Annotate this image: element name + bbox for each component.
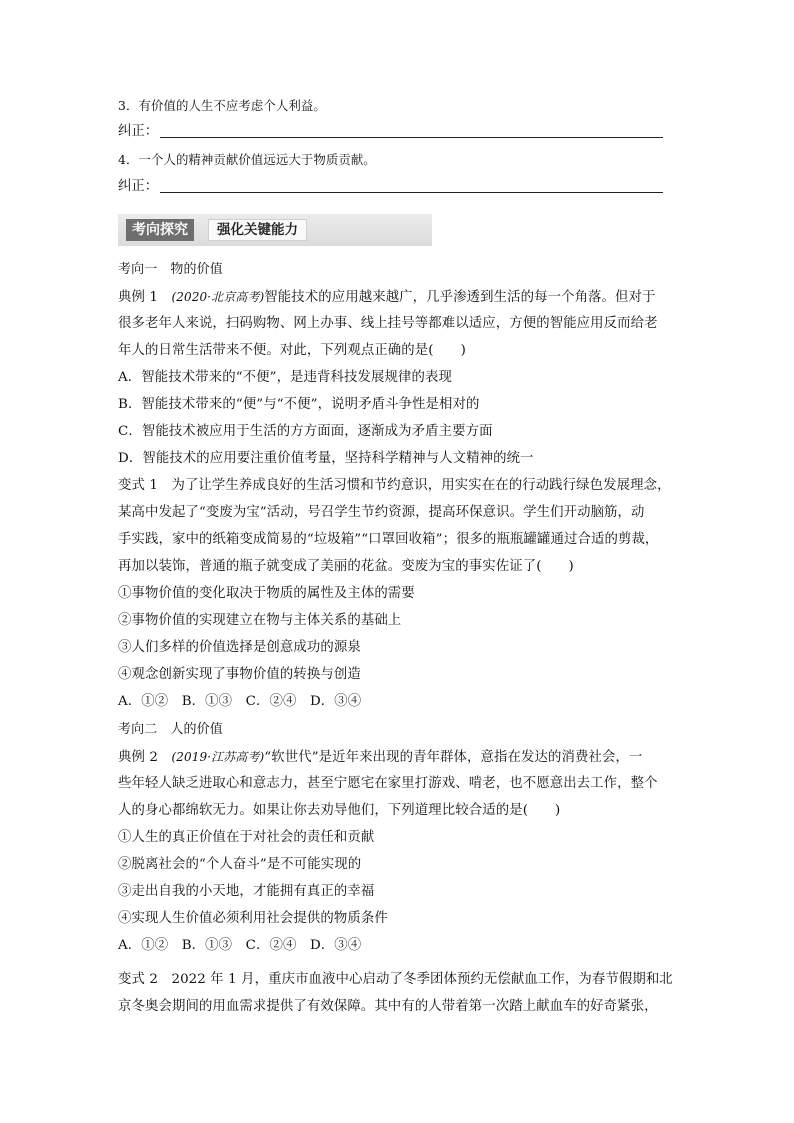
example-2-line: 些年轻人缺乏进取心和意志力，甚至宁愿宅在家里打游戏、啃老，也不愿意出去工作，整个: [118, 776, 658, 791]
error-item-3: 3．有价值的人生不应考虑个人利益。: [118, 98, 326, 113]
example-1-line: 很多老年人来说，扫码购物、网上办事、线上挂号等都难以适应，方便的智能应用反而给老: [118, 316, 658, 331]
direction-1-heading: 考向一 物的价值: [118, 262, 223, 277]
variant-2-line: 京冬奥会期间的用血需求提供了有效保障。其中有的人带着第一次踏上献血车的好奇紧张，: [118, 999, 658, 1014]
example-2-label: 典例 2: [118, 750, 172, 765]
statement-2: ②脱离社会的“个人奋斗”是不可能实现的: [118, 857, 362, 872]
error-item-4: 4．一个人的精神贡献价值远远大于物质贡献。: [118, 152, 376, 167]
example-2-source: (2019·江苏高考): [171, 750, 265, 764]
statement-3: ③走出自我的小天地，才能拥有真正的幸福: [118, 884, 375, 899]
option-c: C．智能技术被应用于生活的方方面面，逐渐成为矛盾主要方面: [118, 424, 493, 439]
example-1-line: 年人的日常生活带来不便。对此，下列观点正确的是( ): [118, 343, 466, 358]
statement-4: ④实现人生价值必须利用社会提供的物质条件: [118, 911, 388, 926]
statement-1: ①事物价值的变化取决于物质的属性及主体的需要: [118, 586, 415, 601]
correction-line-3: [118, 122, 663, 142]
variant-1-line: 某高中发起了“变废为宝”活动，号召学生节约资源，提高环保意识。学生们开动脑筋，动: [118, 505, 645, 520]
statement-3: ③人们多样的价值选择是创意成功的源泉: [118, 640, 361, 655]
example-1-label: 典例 1: [118, 290, 172, 305]
statement-4: ④观念创新实现了事物价值的转换与创造: [118, 667, 361, 682]
example-2-text: “软世代”是近年来出现的青年群体，意指在发达的消费社会，一: [264, 750, 643, 765]
option-d: D．智能技术的应用要注重价值考量，坚持科学精神与人文精神的统一: [118, 451, 534, 466]
example-2-line: [118, 747, 678, 768]
example-2-line: 人的身心都绵软无力。如果让你去劝导他们，下列道理比较合适的是( ): [118, 803, 561, 818]
variant-1-line: 手实践，家中的纸箱变成简易的“垃圾箱”“口罩回收箱”；很多的瓶瓶罐罐通过合适的剪裁，: [118, 532, 659, 547]
example-1-line: [118, 287, 678, 308]
example-1-text: 智能技术的应用越来越广，几乎渗透到生活的每一个角落。但对于: [264, 290, 656, 305]
banner-subtitle: 强化关键能力: [208, 219, 307, 241]
example-1-source: (2020·北京高考): [171, 290, 265, 304]
answer-choices: A．①② B．①③ C．②④ D．③④: [118, 694, 362, 709]
option-b: B．智能技术带来的“便”与“不便”，说明矛盾斗争性是相对的: [118, 397, 480, 412]
statement-2: ②事物价值的实现建立在物与主体关系的基础上: [118, 613, 402, 628]
option-a: A．智能技术带来的“不便”，是违背科技发展规律的表现: [118, 370, 452, 385]
direction-2-heading: 考向二 人的价值: [118, 722, 223, 737]
answer-choices: A．①② B．①③ C．②④ D．③④: [118, 938, 362, 953]
correction-label: 纠正：: [118, 124, 159, 139]
correction-blank: [160, 137, 663, 138]
correction-label: 纠正：: [118, 179, 159, 194]
statement-1: ①人生的真正价值在于对社会的责任和贡献: [118, 830, 375, 845]
section-banner: [118, 214, 432, 246]
variant-2-line: 变式 2 2022 年 1 月，重庆市血液中心启动了冬季团体预约无偿献血工作，为春节假期和北: [118, 972, 673, 987]
correction-blank: [160, 192, 663, 193]
variant-1-line: 再加以装饰，普通的瓶子就变成了美丽的花盆。变废为宝的事实佐证了( ): [118, 559, 574, 574]
variant-1-line: 变式 1 为了让学生养成良好的生活习惯和节约意识，用实实在在的行动践行绿色发展理念，: [118, 478, 671, 493]
banner-tag: 考向探究: [126, 219, 194, 241]
correction-line-4: [118, 177, 663, 197]
